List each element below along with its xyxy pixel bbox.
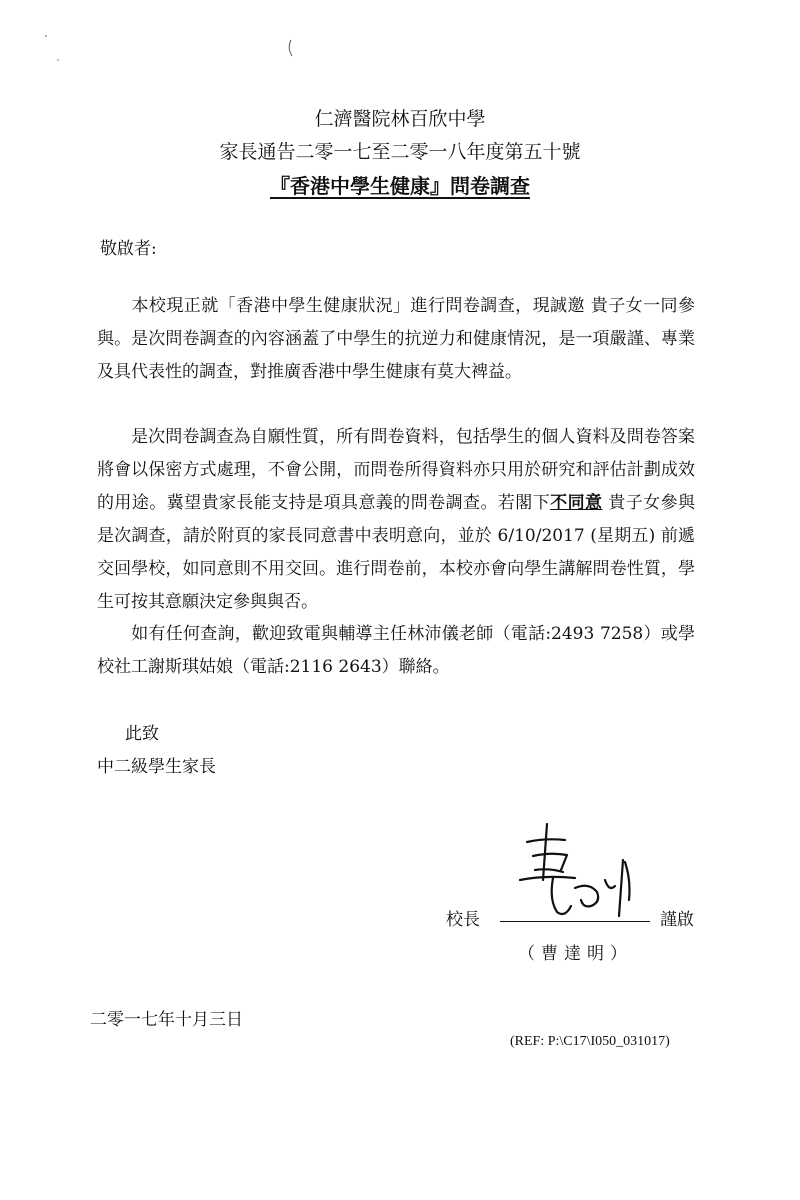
reference-number: (REF: P:\C17\I050_031017) <box>510 1034 670 1049</box>
notice-subject <box>0 170 800 199</box>
paragraph-3 <box>97 618 695 684</box>
principal-title: 校長 <box>446 910 480 930</box>
notice-date: 二零一七年十月三日 <box>90 1010 243 1030</box>
signature-line <box>500 921 650 922</box>
paragraph-3-text: 如有任何查詢，歡迎致電與輔導主任林沛儀老師（電話:2493 7258）或學校社工謝斯琪姑娘（電話:2116 2643）聯絡。 <box>97 624 695 677</box>
salutation: 敬啟者: <box>100 239 157 259</box>
paragraph-1 <box>97 290 695 389</box>
principal-signature <box>505 820 645 920</box>
principal-name: （曹達明） <box>518 944 633 964</box>
scan-speck <box>40 30 70 70</box>
closing: 此致 <box>125 724 159 744</box>
paragraph-2-text-before: 是次問卷調查為自願性質，所有問卷資料，包括學生的個人資料及問卷答案將會以保密方式處理，不會公開，而問卷所得資料亦只用於研究和評估計劃成效的用途。冀望貴家長能支持是項具意義的問卷調查。若閣下 <box>97 427 695 513</box>
paragraph-1-text: 本校現正就「香港中學生健康狀況」進行問卷調查，現誠邀 貴子女一同參與。是次問卷調查的內容涵蓋了中學生的抗逆力和健康情況，是一項嚴謹、專業及具代表性的調查，對推廣香港中學生健康有莫大裨益。 <box>97 296 695 382</box>
notice-number: 家長通告二零一七至二零一八年度第五十號 <box>219 141 581 163</box>
paragraph-2 <box>97 421 695 619</box>
paragraph-2-text-after: 貴子女參與是次調查，請於附頁的家長同意書中表明意向，並於 6/10/2017 (星期五) 前遞交回學校，如同意則不用交回。進行問卷前，本校亦會向學生講解問卷性質，學生可按其意願決定參與與否。 <box>97 493 696 612</box>
school-name: 仁濟醫院林百欣中學 <box>314 108 486 130</box>
scan-mark <box>285 38 295 58</box>
notice-subject-text: 『香港中學生健康』問卷調查 <box>270 174 530 198</box>
addressee: 中二級學生家長 <box>97 757 216 777</box>
respectfully-sign-off: 謹啟 <box>660 910 694 930</box>
disagree-emphasis: 不同意 <box>550 493 603 513</box>
